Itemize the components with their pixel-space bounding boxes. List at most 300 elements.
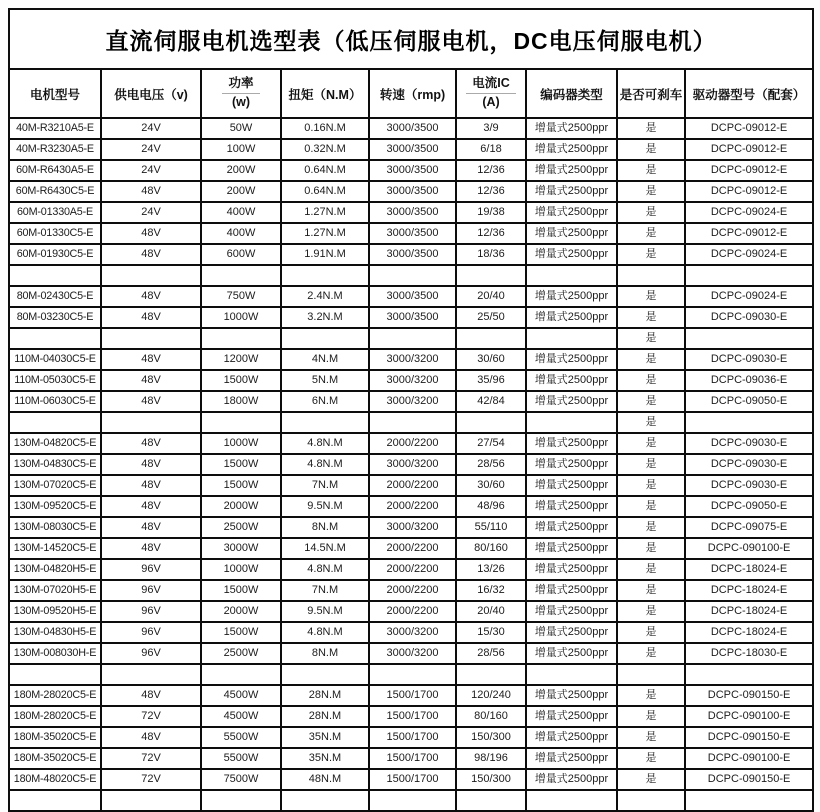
cell-encoder: 增量式2500ppr (526, 286, 617, 307)
page-title: 直流伺服电机选型表（低压伺服电机，DC电压伺服电机） (9, 9, 813, 69)
cell-current: 3/9 (456, 118, 526, 139)
cell-power: 400W (201, 202, 281, 223)
cell-model: 110M-05030C5-E (9, 370, 101, 391)
cell-model: 130M-04820C5-E (9, 433, 101, 454)
cell-speed: 1500/1700 (369, 706, 456, 727)
cell-encoder: 增量式2500ppr (526, 181, 617, 202)
header-voltage: 供电电压（v) (101, 69, 201, 118)
cell-brake: 是 (617, 727, 685, 748)
cell-driver: DCPC-09075-E (685, 517, 813, 538)
table-row (9, 202, 813, 223)
cell-brake (617, 790, 685, 811)
cell-model: 130M-09520C5-E (9, 496, 101, 517)
cell-power: 600W (201, 244, 281, 265)
cell-brake: 是 (617, 517, 685, 538)
cell-encoder: 增量式2500ppr (526, 202, 617, 223)
cell-current: 30/60 (456, 349, 526, 370)
cell-current: 13/26 (456, 559, 526, 580)
cell-brake: 是 (617, 118, 685, 139)
cell-power (201, 328, 281, 349)
cell-current: 18/36 (456, 244, 526, 265)
cell-encoder (526, 664, 617, 685)
cell-current: 28/56 (456, 454, 526, 475)
cell-brake (617, 664, 685, 685)
cell-model: 60M-01330A5-E (9, 202, 101, 223)
cell-voltage: 48V (101, 181, 201, 202)
header-current (456, 69, 526, 118)
table-row (9, 538, 813, 559)
cell-current: 12/36 (456, 223, 526, 244)
table-row (9, 643, 813, 664)
cell-brake: 是 (617, 328, 685, 349)
cell-brake: 是 (617, 412, 685, 433)
cell-power: 750W (201, 286, 281, 307)
cell-torque: 0.16N.M (281, 118, 369, 139)
cell-encoder: 增量式2500ppr (526, 391, 617, 412)
header-power (201, 69, 281, 118)
cell-power: 5500W (201, 748, 281, 769)
header-power-unit: (w) (231, 95, 251, 109)
cell-encoder: 增量式2500ppr (526, 307, 617, 328)
cell-torque: 48N.M (281, 769, 369, 790)
table-row (9, 181, 813, 202)
table-row (9, 517, 813, 538)
cell-power (201, 412, 281, 433)
cell-torque: 35N.M (281, 748, 369, 769)
cell-voltage: 48V (101, 454, 201, 475)
cell-current (456, 412, 526, 433)
cell-power: 2500W (201, 643, 281, 664)
header-current-label: 电流IC (466, 76, 516, 94)
cell-driver: DCPC-090150-E (685, 769, 813, 790)
cell-encoder: 增量式2500ppr (526, 601, 617, 622)
cell-model: 130M-008030H-E (9, 643, 101, 664)
cell-driver: DCPC-18024-E (685, 580, 813, 601)
cell-encoder: 增量式2500ppr (526, 454, 617, 475)
cell-model: 180M-28020C5-E (9, 685, 101, 706)
cell-current: 35/96 (456, 370, 526, 391)
cell-power (201, 664, 281, 685)
cell-model (9, 412, 101, 433)
cell-voltage: 96V (101, 622, 201, 643)
cell-power: 2500W (201, 517, 281, 538)
cell-speed (369, 664, 456, 685)
cell-speed: 3000/3500 (369, 202, 456, 223)
cell-torque: 7N.M (281, 580, 369, 601)
cell-torque: 0.64N.M (281, 181, 369, 202)
cell-model: 180M-48020C5-E (9, 769, 101, 790)
cell-torque (281, 328, 369, 349)
table-row (9, 559, 813, 580)
cell-voltage: 48V (101, 517, 201, 538)
cell-speed (369, 790, 456, 811)
cell-driver: DCPC-09030-E (685, 307, 813, 328)
cell-driver: DCPC-090100-E (685, 538, 813, 559)
cell-power: 2000W (201, 601, 281, 622)
cell-model (9, 328, 101, 349)
cell-model: 60M-R6430A5-E (9, 160, 101, 181)
cell-torque: 8N.M (281, 517, 369, 538)
cell-encoder: 增量式2500ppr (526, 223, 617, 244)
cell-encoder: 增量式2500ppr (526, 139, 617, 160)
cell-encoder: 增量式2500ppr (526, 685, 617, 706)
cell-voltage: 96V (101, 580, 201, 601)
cell-model: 60M-01330C5-E (9, 223, 101, 244)
cell-speed: 3000/3500 (369, 286, 456, 307)
cell-driver (685, 790, 813, 811)
cell-speed: 2000/2200 (369, 475, 456, 496)
table-row (9, 790, 813, 811)
header-driver: 驱动器型号（配套） (685, 69, 813, 118)
table-row (9, 769, 813, 790)
cell-encoder (526, 790, 617, 811)
cell-encoder: 增量式2500ppr (526, 769, 617, 790)
cell-encoder: 增量式2500ppr (526, 244, 617, 265)
table-row (9, 433, 813, 454)
cell-brake: 是 (617, 559, 685, 580)
cell-torque: 6N.M (281, 391, 369, 412)
cell-voltage: 48V (101, 727, 201, 748)
cell-model (9, 664, 101, 685)
cell-torque: 35N.M (281, 727, 369, 748)
cell-brake: 是 (617, 349, 685, 370)
cell-driver: DCPC-09024-E (685, 286, 813, 307)
cell-model (9, 790, 101, 811)
cell-voltage: 48V (101, 538, 201, 559)
cell-brake: 是 (617, 622, 685, 643)
cell-speed: 3000/3200 (369, 643, 456, 664)
cell-driver: DCPC-18030-E (685, 643, 813, 664)
cell-current: 55/110 (456, 517, 526, 538)
cell-encoder: 增量式2500ppr (526, 349, 617, 370)
cell-driver: DCPC-09050-E (685, 391, 813, 412)
cell-brake: 是 (617, 496, 685, 517)
cell-power: 2000W (201, 496, 281, 517)
table-row (9, 412, 813, 433)
cell-driver: DCPC-09030-E (685, 433, 813, 454)
cell-voltage: 24V (101, 160, 201, 181)
cell-voltage: 48V (101, 286, 201, 307)
cell-speed: 2000/2200 (369, 433, 456, 454)
cell-brake: 是 (617, 307, 685, 328)
cell-current: 20/40 (456, 601, 526, 622)
cell-torque: 0.32N.M (281, 139, 369, 160)
cell-speed (369, 328, 456, 349)
header-current-unit: (A) (482, 95, 500, 109)
cell-current: 15/30 (456, 622, 526, 643)
table-row (9, 748, 813, 769)
cell-model: 110M-06030C5-E (9, 391, 101, 412)
cell-speed: 3000/3500 (369, 118, 456, 139)
cell-power: 200W (201, 160, 281, 181)
cell-model: 40M-R3210A5-E (9, 118, 101, 139)
cell-brake (617, 265, 685, 286)
cell-current: 12/36 (456, 160, 526, 181)
cell-voltage: 72V (101, 748, 201, 769)
cell-current (456, 265, 526, 286)
table-row (9, 139, 813, 160)
cell-speed: 2000/2200 (369, 496, 456, 517)
cell-model: 130M-04830H5-E (9, 622, 101, 643)
cell-brake: 是 (617, 370, 685, 391)
cell-current: 27/54 (456, 433, 526, 454)
cell-voltage: 24V (101, 118, 201, 139)
table-row (9, 244, 813, 265)
title-row (9, 9, 813, 69)
cell-driver: DCPC-18024-E (685, 559, 813, 580)
cell-power: 4500W (201, 706, 281, 727)
cell-torque (281, 664, 369, 685)
cell-power: 7500W (201, 769, 281, 790)
table-body (9, 118, 813, 811)
cell-model: 130M-04830C5-E (9, 454, 101, 475)
cell-encoder: 增量式2500ppr (526, 517, 617, 538)
cell-torque: 14.5N.M (281, 538, 369, 559)
cell-model: 130M-14520C5-E (9, 538, 101, 559)
cell-current: 48/96 (456, 496, 526, 517)
cell-model: 110M-04030C5-E (9, 349, 101, 370)
cell-driver: DCPC-09030-E (685, 349, 813, 370)
cell-speed: 3000/3500 (369, 181, 456, 202)
cell-driver: DCPC-09012-E (685, 160, 813, 181)
cell-speed: 3000/3500 (369, 139, 456, 160)
cell-speed: 1500/1700 (369, 748, 456, 769)
cell-torque: 28N.M (281, 685, 369, 706)
cell-power: 200W (201, 181, 281, 202)
cell-torque: 1.27N.M (281, 223, 369, 244)
cell-encoder: 增量式2500ppr (526, 370, 617, 391)
table-row (9, 496, 813, 517)
cell-driver: DCPC-09024-E (685, 202, 813, 223)
cell-encoder: 增量式2500ppr (526, 748, 617, 769)
cell-torque: 9.5N.M (281, 496, 369, 517)
cell-speed: 3000/3200 (369, 622, 456, 643)
cell-speed (369, 265, 456, 286)
cell-brake: 是 (617, 538, 685, 559)
cell-voltage: 48V (101, 223, 201, 244)
cell-torque: 2.4N.M (281, 286, 369, 307)
cell-encoder (526, 328, 617, 349)
cell-brake: 是 (617, 601, 685, 622)
cell-power: 400W (201, 223, 281, 244)
cell-brake: 是 (617, 286, 685, 307)
cell-voltage: 96V (101, 643, 201, 664)
cell-driver: DCPC-09012-E (685, 223, 813, 244)
cell-encoder: 增量式2500ppr (526, 433, 617, 454)
cell-torque: 4.8N.M (281, 454, 369, 475)
table-row (9, 454, 813, 475)
header-power-label: 功率 (222, 76, 259, 94)
cell-driver: DCPC-09030-E (685, 475, 813, 496)
cell-driver: DCPC-090100-E (685, 706, 813, 727)
cell-driver: DCPC-18024-E (685, 601, 813, 622)
cell-voltage: 48V (101, 685, 201, 706)
cell-model: 60M-01930C5-E (9, 244, 101, 265)
header-torque: 扭矩（N.M） (281, 69, 369, 118)
header-speed: 转速（rmp) (369, 69, 456, 118)
table-row (9, 349, 813, 370)
cell-speed: 3000/3500 (369, 244, 456, 265)
header-model: 电机型号 (9, 69, 101, 118)
cell-model: 180M-35020C5-E (9, 748, 101, 769)
cell-power: 1500W (201, 454, 281, 475)
cell-model: 180M-28020C5-E (9, 706, 101, 727)
cell-model: 130M-04820H5-E (9, 559, 101, 580)
header-encoder: 编码器类型 (526, 69, 617, 118)
cell-encoder: 增量式2500ppr (526, 538, 617, 559)
cell-current: 30/60 (456, 475, 526, 496)
cell-torque (281, 265, 369, 286)
cell-model: 130M-07020H5-E (9, 580, 101, 601)
cell-driver: DCPC-09012-E (685, 181, 813, 202)
cell-voltage: 48V (101, 496, 201, 517)
table-row (9, 160, 813, 181)
table-row (9, 580, 813, 601)
cell-brake: 是 (617, 160, 685, 181)
header-brake: 是否可刹车 (617, 69, 685, 118)
cell-speed: 3000/3200 (369, 517, 456, 538)
cell-brake: 是 (617, 475, 685, 496)
cell-speed: 2000/2200 (369, 559, 456, 580)
cell-current: 80/160 (456, 538, 526, 559)
header-row (9, 69, 813, 118)
cell-encoder: 增量式2500ppr (526, 496, 617, 517)
cell-current: 12/36 (456, 181, 526, 202)
cell-torque: 3.2N.M (281, 307, 369, 328)
cell-voltage: 96V (101, 559, 201, 580)
cell-voltage: 48V (101, 433, 201, 454)
cell-brake: 是 (617, 391, 685, 412)
cell-voltage (101, 328, 201, 349)
cell-voltage: 48V (101, 307, 201, 328)
cell-brake: 是 (617, 643, 685, 664)
cell-brake: 是 (617, 454, 685, 475)
cell-brake: 是 (617, 244, 685, 265)
cell-voltage: 96V (101, 601, 201, 622)
motor-spec-table (8, 8, 814, 812)
table-row (9, 706, 813, 727)
cell-encoder: 增量式2500ppr (526, 580, 617, 601)
cell-brake: 是 (617, 748, 685, 769)
cell-model: 60M-R6430C5-E (9, 181, 101, 202)
cell-current: 42/84 (456, 391, 526, 412)
table-row (9, 286, 813, 307)
cell-driver: DCPC-09012-E (685, 139, 813, 160)
table-row (9, 223, 813, 244)
cell-speed: 3000/3200 (369, 349, 456, 370)
cell-torque: 5N.M (281, 370, 369, 391)
cell-encoder (526, 412, 617, 433)
table-row (9, 391, 813, 412)
cell-speed: 2000/2200 (369, 601, 456, 622)
cell-speed: 3000/3500 (369, 307, 456, 328)
cell-current (456, 664, 526, 685)
table-row (9, 601, 813, 622)
cell-voltage: 48V (101, 370, 201, 391)
cell-driver (685, 664, 813, 685)
cell-brake: 是 (617, 202, 685, 223)
cell-encoder: 增量式2500ppr (526, 727, 617, 748)
cell-voltage: 24V (101, 202, 201, 223)
cell-speed: 2000/2200 (369, 580, 456, 601)
cell-power: 1500W (201, 370, 281, 391)
cell-brake: 是 (617, 685, 685, 706)
cell-voltage: 48V (101, 391, 201, 412)
cell-model: 80M-02430C5-E (9, 286, 101, 307)
cell-brake: 是 (617, 181, 685, 202)
cell-current (456, 790, 526, 811)
cell-power: 50W (201, 118, 281, 139)
cell-power: 1000W (201, 307, 281, 328)
cell-torque: 4.8N.M (281, 622, 369, 643)
cell-speed: 3000/3200 (369, 370, 456, 391)
cell-driver: DCPC-090100-E (685, 748, 813, 769)
table-row (9, 727, 813, 748)
cell-power: 1000W (201, 433, 281, 454)
cell-encoder: 增量式2500ppr (526, 643, 617, 664)
cell-encoder (526, 265, 617, 286)
cell-torque: 4.8N.M (281, 433, 369, 454)
cell-model (9, 265, 101, 286)
cell-current: 25/50 (456, 307, 526, 328)
cell-speed: 3000/3200 (369, 391, 456, 412)
cell-speed (369, 412, 456, 433)
cell-power: 1500W (201, 622, 281, 643)
table-row (9, 475, 813, 496)
cell-torque: 9.5N.M (281, 601, 369, 622)
cell-model: 130M-08030C5-E (9, 517, 101, 538)
cell-power: 100W (201, 139, 281, 160)
cell-torque: 0.64N.M (281, 160, 369, 181)
cell-voltage (101, 265, 201, 286)
cell-power: 5500W (201, 727, 281, 748)
cell-driver: DCPC-18024-E (685, 622, 813, 643)
cell-speed: 3000/3200 (369, 454, 456, 475)
cell-encoder: 增量式2500ppr (526, 706, 617, 727)
cell-encoder: 增量式2500ppr (526, 475, 617, 496)
cell-voltage: 72V (101, 769, 201, 790)
cell-current: 6/18 (456, 139, 526, 160)
cell-encoder: 增量式2500ppr (526, 559, 617, 580)
table-row (9, 265, 813, 286)
cell-speed: 1500/1700 (369, 685, 456, 706)
cell-model: 40M-R3230A5-E (9, 139, 101, 160)
table-row (9, 664, 813, 685)
cell-torque: 4N.M (281, 349, 369, 370)
cell-speed: 1500/1700 (369, 727, 456, 748)
cell-driver: DCPC-09036-E (685, 370, 813, 391)
cell-torque: 1.91N.M (281, 244, 369, 265)
cell-voltage (101, 412, 201, 433)
cell-voltage: 24V (101, 139, 201, 160)
cell-speed: 3000/3500 (369, 223, 456, 244)
cell-voltage: 48V (101, 475, 201, 496)
cell-model: 80M-03230C5-E (9, 307, 101, 328)
cell-torque: 28N.M (281, 706, 369, 727)
cell-torque: 4.8N.M (281, 559, 369, 580)
cell-encoder: 增量式2500ppr (526, 622, 617, 643)
cell-speed: 1500/1700 (369, 769, 456, 790)
table-row (9, 328, 813, 349)
cell-brake: 是 (617, 580, 685, 601)
table-row (9, 622, 813, 643)
cell-power: 4500W (201, 685, 281, 706)
cell-voltage: 48V (101, 244, 201, 265)
cell-model: 180M-35020C5-E (9, 727, 101, 748)
cell-brake: 是 (617, 139, 685, 160)
cell-torque (281, 790, 369, 811)
cell-model: 130M-07020C5-E (9, 475, 101, 496)
